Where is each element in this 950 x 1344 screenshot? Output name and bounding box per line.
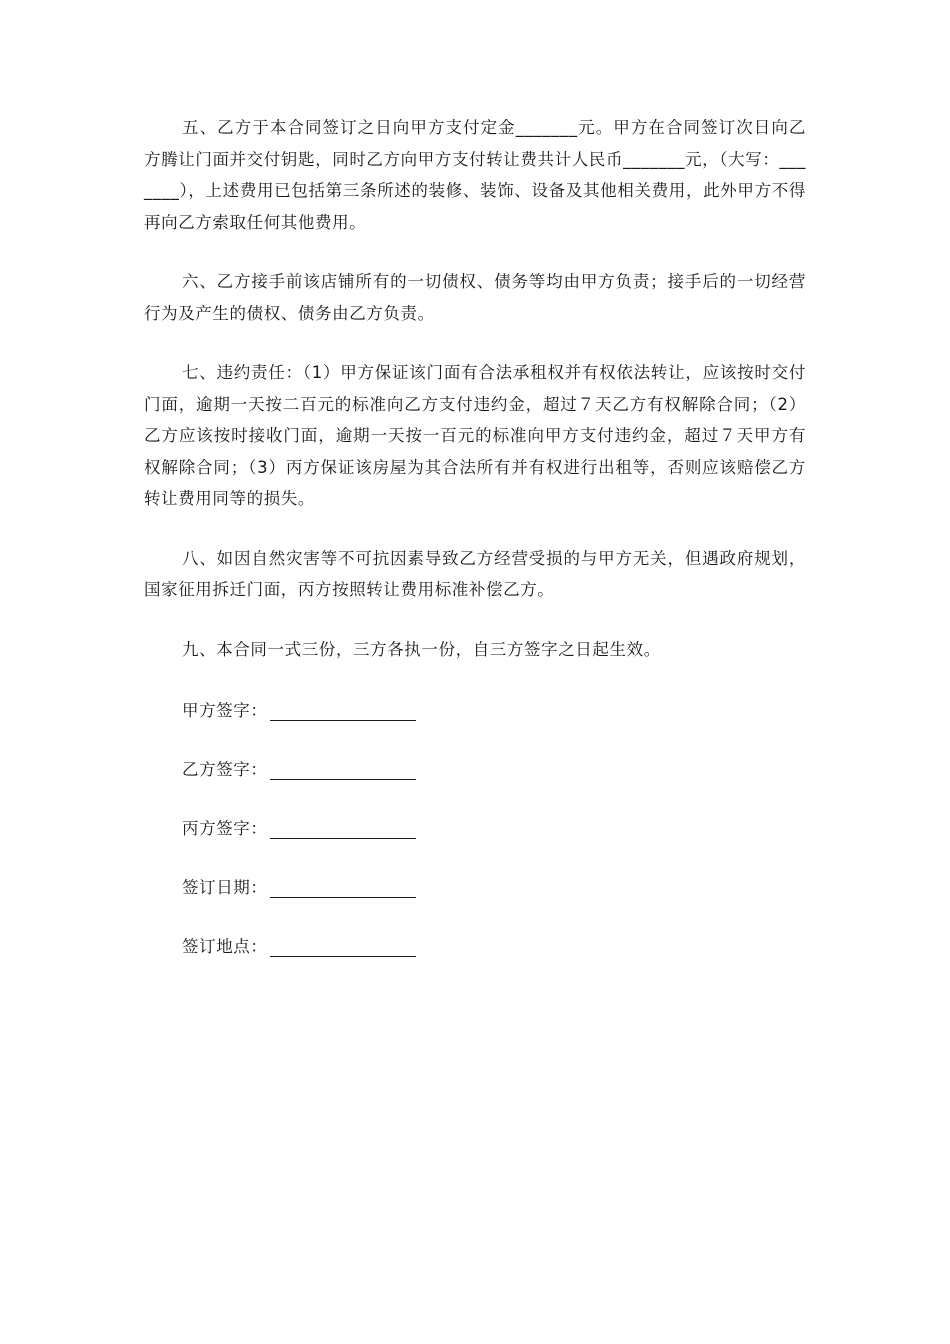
contract-body bbox=[144, 112, 806, 988]
signing-date-blank bbox=[270, 877, 416, 898]
signing-place-row bbox=[182, 929, 806, 957]
party-c-signature-blank bbox=[270, 818, 416, 839]
clause-5: 五、乙方于本合同签订之日向甲方支付定金_______元。甲方在合同签订次日向乙方腾让门面并交付钥匙，同时乙方向甲方支付转让费共计人民币_______元，（大写：_______），上述费用已包括第三条所述的装修、装饰、设备及其他相关费用，此外甲方不得再向乙方索取任何其他费用。 bbox=[144, 118, 806, 232]
signature-block bbox=[144, 693, 806, 957]
clause-9: 九、本合同一式三份，三方各执一份，自三方签字之日起生效。 bbox=[182, 639, 661, 659]
signing-date-row bbox=[182, 870, 806, 898]
signing-place-blank bbox=[270, 936, 416, 957]
signing-date-label: 签订日期： bbox=[182, 878, 268, 897]
party-b-signature-blank bbox=[270, 759, 416, 780]
clause-7: 七、违约责任：（1）甲方保证该门面有合法承租权并有权依法转让，应该按时交付门面，逾期一天按二百元的标准向乙方支付违约金，超过７天乙方有权解除合同；（2）乙方应该按时接收门面，逾期一天按一百元的标准向甲方支付违约金，超过７天甲方有权解除合同；（3）丙方保证该房屋为其合法所有并有权进行出租等，否则应该赔偿乙方转让费用同等的损失。 bbox=[144, 363, 806, 508]
signing-place-label: 签订地点： bbox=[182, 937, 268, 956]
party-a-signature-label: 甲方签字： bbox=[182, 701, 268, 720]
clause-8: 八、如因自然灾害等不可抗因素导致乙方经营受损的与甲方无关，但遇政府规划，国家征用拆迁门面，丙方按照转让费用标准补偿乙方。 bbox=[144, 548, 806, 599]
party-b-signature-row bbox=[182, 752, 806, 780]
party-c-signature-row bbox=[182, 811, 806, 839]
party-a-signature-blank bbox=[270, 700, 416, 721]
party-c-signature-label: 丙方签字： bbox=[182, 819, 268, 838]
clause-6: 六、乙方接手前该店铺所有的一切债权、债务等均由甲方负责；接手后的一切经营行为及产生的债权、债务由乙方负责。 bbox=[144, 272, 806, 323]
party-a-signature-row bbox=[182, 693, 806, 721]
party-b-signature-label: 乙方签字： bbox=[182, 760, 268, 779]
